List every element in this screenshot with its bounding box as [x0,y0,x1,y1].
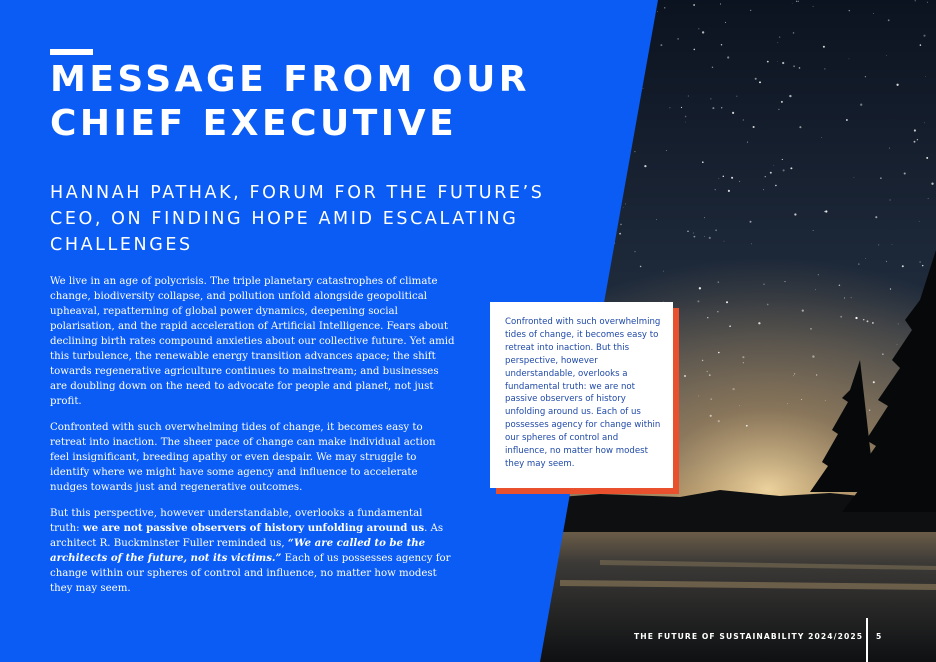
body-paragraph-3 [50,506,455,596]
paragraph-3-mid: . As architect R. Buckminster Fuller reminded us, [50,523,444,549]
body-paragraph-1: We live in an age of polycrisis. The triple planetary catastrophes of climate change, biodiversity collapse, and pollution unfold alongside geopolitical upheaval, repatterning of global power dynamics, deepening social polarisation, and the rapid acceleration of Artificial Intelligence. Fears about declining birth rates compound anxieties about our collective future. Yet amid this turbulence, the renewable energy transition advances apace; the shift towards regenerative agriculture continues to mainstream; and businesses are doubling down on the need to advocate for people and planet, not just profit. [50,276,455,407]
page-number: 5 [876,632,882,641]
footer-divider [866,618,868,662]
article-body [50,274,455,607]
pull-quote-text: Confronted with such overwhelming tides of change, it becomes easy to retreat into inaction. But this perspective, however understandable, overlooks a fundamental truth: we are not passive observers of history unfolding around us. Each of us possesses agency for change within our spheres of control and influence, no matter how modest they may seem. [505,317,661,469]
paragraph-3-end: Each of us possesses agency for change within our spheres of control and influence, no matter how modest they may seem. [50,553,451,594]
paragraph-3-bold: we are not passive observers of history unfolding around us [82,522,425,534]
title-accent-bar [50,49,93,55]
body-paragraph-2: Confronted with such overwhelming tides of change, it becomes easy to retreat into inaction. The sheer pace of change can make individual action feel insignificant, breeding apathy or even despair. We may struggle to identify where we might have some agency and influence to accelerate nudges towards just and regenerative outcomes. [50,422,436,493]
page-title: MESSAGE FROM OUR CHIEF EXECUTIVE [50,59,531,144]
page-subtitle: HANNAH PATHAK, FORUM FOR THE FUTURE’S CEO, ON FINDING HOPE AMID ESCALATING CHALLENGES [50,183,545,255]
buckminster-fuller-quote: “We are called to be the architects of the future, not its victims.” [50,537,426,564]
pull-quote-box [490,302,673,488]
footer-publication-title: THE FUTURE OF SUSTAINABILITY 2024/2025 [634,632,864,641]
paragraph-3-lead: But this perspective, however understandable, overlooks a fundamental truth: [50,508,423,534]
